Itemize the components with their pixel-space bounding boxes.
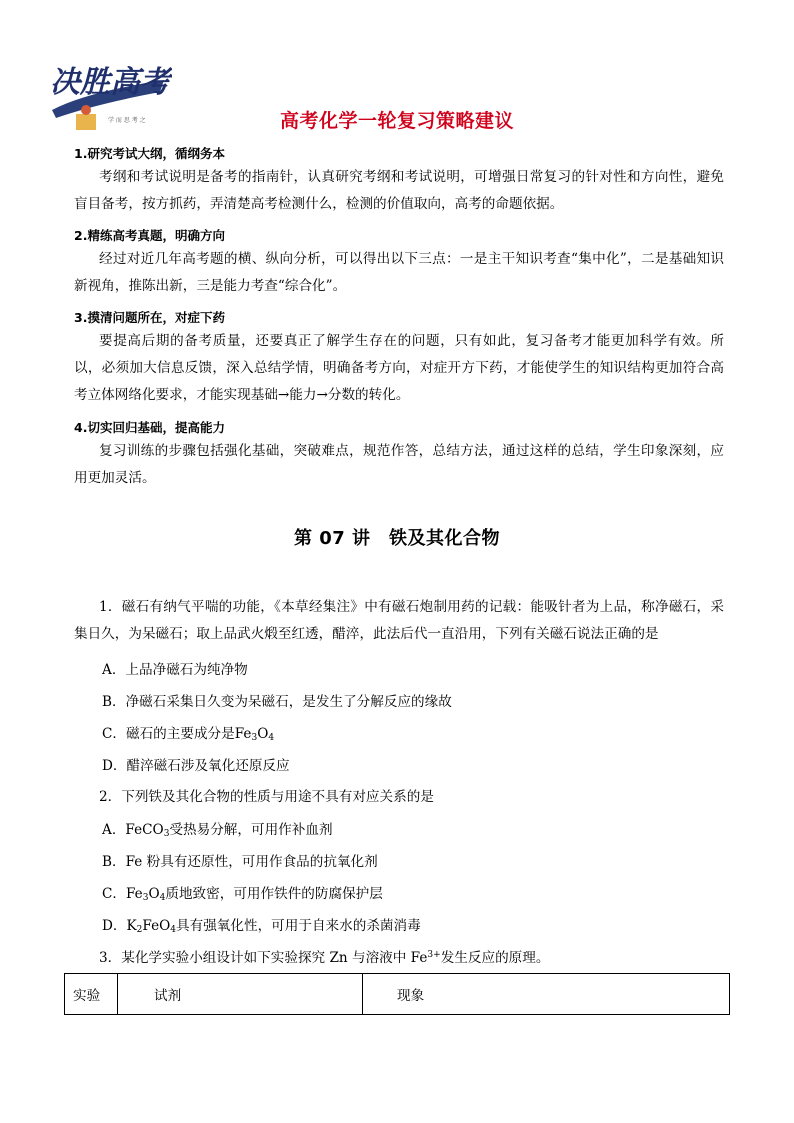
section-body-4: 复习训练的步骤包括强化基础，突破难点，规范作答，总结方法，通过这样的总结，学生印象深刻，应用更加灵活。 — [74, 443, 724, 486]
table-header-cell: 试剂 — [118, 974, 363, 1015]
section-heading-1: 1.研究考试大纲，循纲务本 — [74, 146, 225, 161]
question-2-stem: 2．下列铁及其化合物的性质与用途不具有对应关系的是 — [99, 789, 434, 805]
lecture-title: 第 07 讲 铁及其化合物 — [293, 528, 501, 549]
section-body-1: 考纲和考试说明是备考的指南针，认真研究考纲和考试说明，可增强日常复习的针对性和方向性，避免盲目备考，按方抓药，弄清楚高考检测什么，检测的价值取向，高考的命题依据。 — [74, 169, 724, 212]
experiment-table — [64, 973, 730, 1015]
section-heading-3: 3.摸清问题所在，对症下药 — [74, 310, 225, 325]
document-title: 高考化学一轮复习策略建议 — [279, 110, 514, 132]
table-header-cell: 现象 — [363, 974, 730, 1015]
logo-tagline: 学 而 思 考 之 — [108, 117, 146, 124]
question-3-stem: 3．某化学实验小组设计如下实验探究 Zn 与溶液中 $Fe^{3+}$发生反应的原理。 — [99, 950, 550, 966]
question-2-option-d: D．$K_2FeO_4$具有强氧化性，可用于自来水的杀菌消毒 — [102, 918, 421, 935]
question-1-option-d: D．醋淬磁石涉及氧化还原反应 — [102, 758, 290, 774]
question-1-option-c: C．磁石的主要成分是$Fe_3O_4$ — [102, 726, 275, 743]
section-heading-4: 4.切实回归基础，提高能力 — [74, 420, 225, 435]
table-header-row — [65, 974, 730, 1015]
question-1-option-b: B．净磁石采集日久变为呆磁石，是发生了分解反应的缘故 — [102, 694, 452, 710]
question-1-option-a: A．上品净磁石为纯净物 — [102, 662, 248, 678]
question-2-option-c: C．$Fe_3O_4$质地致密，可用作铁件的防腐保护层 — [102, 886, 383, 903]
table-header-cell: 实验 — [65, 974, 118, 1015]
logo-text: 决胜高考 — [50, 65, 170, 100]
question-2-option-b: B．Fe 粉具有还原性，可用作食品的抗氧化剂 — [102, 854, 378, 870]
section-body-3: 要提高后期的备考质量，还要真正了解学生存在的问题，只有如此，复习备考才能更加科学有效。所以，必须加大信息反馈，深入总结学情，明确备考方向，对症开方下药，才能使学生的知识结构更加符合高考立体网络化要求，才能实现基础→能力→分数的转化。 — [74, 333, 724, 403]
question-1-stem: 1．磁石有纳气平喘的功能，《本草经集注》中有磁石炮制用药的记载：能吸针者为上品，称净磁石，采集日久，为呆磁石；取上品武火煅至红透，醋淬，此法后代一直沿用，下列有关磁石说法正确的是 — [74, 599, 724, 642]
section-heading-2: 2.精练高考真题，明确方向 — [74, 228, 225, 243]
question-2-option-a: A．FeCO$_3$受热易分解，可用作补血剂 — [102, 822, 333, 839]
section-body-2: 经过对近几年高考题的横、纵向分析，可以得出以下三点：一是主干知识考查“集中化”，二是基础知识新视角，推陈出新，三是能力考查“综合化”。 — [74, 251, 724, 294]
